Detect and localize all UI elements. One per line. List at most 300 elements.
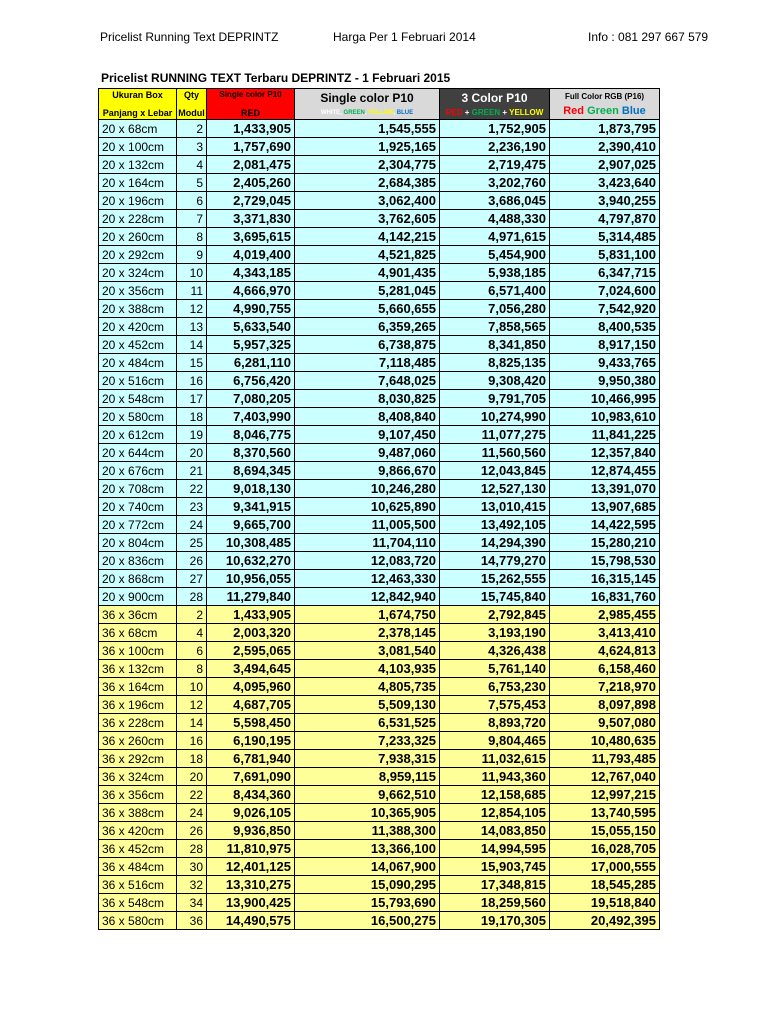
cell-single-price: 16,500,275 [295, 912, 440, 930]
cell-single-red-price: 8,046,775 [207, 426, 295, 444]
cell-single-red-price: 9,018,130 [207, 480, 295, 498]
cell-3color-price: 12,854,105 [440, 804, 550, 822]
cell-size: 20 x 740cm [99, 498, 177, 516]
cell-size: 36 x 356cm [99, 786, 177, 804]
cell-qty: 12 [177, 300, 207, 318]
col-header-size-bottom: Panjang x Lebar [102, 108, 173, 118]
table-row [99, 534, 660, 552]
cell-single-price: 9,487,060 [295, 444, 440, 462]
cell-3color-price: 5,938,185 [440, 264, 550, 282]
col-header-full-colors: Red Green Blue [563, 105, 646, 117]
cell-size: 36 x 100cm [99, 642, 177, 660]
cell-single-red-price: 9,026,105 [207, 804, 295, 822]
cell-single-red-price: 8,370,560 [207, 444, 295, 462]
cell-single-red-price: 2,003,320 [207, 624, 295, 642]
cell-3color-price: 6,753,230 [440, 678, 550, 696]
table-row [99, 174, 660, 192]
cell-qty: 27 [177, 570, 207, 588]
cell-full-price: 12,767,040 [550, 768, 660, 786]
table-row [99, 786, 660, 804]
color-green-label: GREEN [343, 110, 365, 116]
table-row [99, 570, 660, 588]
col-header-qty-top: Qty [183, 90, 199, 100]
cell-full-price: 8,097,898 [550, 696, 660, 714]
table-row [99, 840, 660, 858]
cell-qty: 10 [177, 264, 207, 282]
cell-3color-price: 14,994,595 [440, 840, 550, 858]
cell-3color-price: 3,193,190 [440, 624, 550, 642]
cell-full-price: 2,907,025 [550, 156, 660, 174]
cell-single-price: 12,842,940 [295, 588, 440, 606]
cell-3color-price: 14,083,850 [440, 822, 550, 840]
cell-full-price: 6,347,715 [550, 264, 660, 282]
cell-size: 20 x 196cm [99, 192, 177, 210]
cell-full-price: 12,357,840 [550, 444, 660, 462]
cell-3color-price: 9,308,420 [440, 372, 550, 390]
cell-qty: 14 [177, 714, 207, 732]
cell-qty: 24 [177, 516, 207, 534]
table-row [99, 732, 660, 750]
cell-full-price: 10,983,610 [550, 408, 660, 426]
cell-single-red-price: 13,310,275 [207, 876, 295, 894]
cell-single-red-price: 2,595,065 [207, 642, 295, 660]
table-row [99, 552, 660, 570]
cell-size: 36 x 580cm [99, 912, 177, 930]
cell-3color-price: 11,943,360 [440, 768, 550, 786]
cell-qty: 2 [177, 120, 207, 138]
col-header-single-red-top: Single color P10 [219, 90, 282, 99]
cell-qty: 26 [177, 552, 207, 570]
cell-single-red-price: 12,401,125 [207, 858, 295, 876]
cell-3color-price: 11,560,560 [440, 444, 550, 462]
table-row [99, 390, 660, 408]
cell-full-price: 18,545,285 [550, 876, 660, 894]
cell-full-price: 4,624,813 [550, 642, 660, 660]
cell-single-red-price: 3,494,645 [207, 660, 295, 678]
cell-3color-price: 19,170,305 [440, 912, 550, 930]
cell-single-red-price: 6,190,195 [207, 732, 295, 750]
cell-3color-price: 3,202,760 [440, 174, 550, 192]
cell-size: 36 x 420cm [99, 822, 177, 840]
color-yellow-label: YELLOW [509, 107, 544, 117]
cell-size: 36 x 36cm [99, 606, 177, 624]
cell-full-price: 15,280,210 [550, 534, 660, 552]
table-row [99, 120, 660, 138]
cell-full-price: 13,740,595 [550, 804, 660, 822]
table-row [99, 210, 660, 228]
cell-3color-price: 2,792,845 [440, 606, 550, 624]
cell-single-red-price: 4,990,755 [207, 300, 295, 318]
cell-single-price: 15,793,690 [295, 894, 440, 912]
cell-3color-price: 15,745,840 [440, 588, 550, 606]
cell-full-price: 14,422,595 [550, 516, 660, 534]
cell-3color-price: 11,032,615 [440, 750, 550, 768]
cell-full-price: 7,542,920 [550, 300, 660, 318]
price-table [98, 88, 660, 930]
cell-3color-price: 10,274,990 [440, 408, 550, 426]
cell-single-red-price: 2,729,045 [207, 192, 295, 210]
cell-single-price: 2,378,145 [295, 624, 440, 642]
cell-3color-price: 3,686,045 [440, 192, 550, 210]
cell-single-price: 5,660,655 [295, 300, 440, 318]
cell-single-price: 4,901,435 [295, 264, 440, 282]
price-table-body [99, 120, 660, 930]
cell-full-price: 10,480,635 [550, 732, 660, 750]
cell-qty: 5 [177, 174, 207, 192]
cell-single-price: 5,509,130 [295, 696, 440, 714]
cell-single-red-price: 9,341,915 [207, 498, 295, 516]
cell-single-red-price: 7,080,205 [207, 390, 295, 408]
cell-3color-price: 4,326,438 [440, 642, 550, 660]
cell-full-price: 9,507,080 [550, 714, 660, 732]
cell-3color-price: 12,527,130 [440, 480, 550, 498]
cell-single-red-price: 4,095,960 [207, 678, 295, 696]
cell-single-red-price: 13,900,425 [207, 894, 295, 912]
cell-full-price: 1,873,795 [550, 120, 660, 138]
color-red-label: RED [445, 107, 463, 117]
cell-3color-price: 15,903,745 [440, 858, 550, 876]
cell-full-price: 3,423,640 [550, 174, 660, 192]
cell-size: 36 x 132cm [99, 660, 177, 678]
cell-qty: 26 [177, 822, 207, 840]
cell-single-price: 7,648,025 [295, 372, 440, 390]
cell-qty: 21 [177, 462, 207, 480]
cell-qty: 34 [177, 894, 207, 912]
table-row [99, 228, 660, 246]
cell-single-red-price: 5,633,540 [207, 318, 295, 336]
cell-qty: 4 [177, 624, 207, 642]
cell-qty: 13 [177, 318, 207, 336]
cell-3color-price: 17,348,815 [440, 876, 550, 894]
table-row [99, 804, 660, 822]
cell-3color-price: 9,804,465 [440, 732, 550, 750]
cell-full-price: 9,433,765 [550, 354, 660, 372]
cell-size: 20 x 516cm [99, 372, 177, 390]
table-row [99, 912, 660, 930]
cell-single-red-price: 7,403,990 [207, 408, 295, 426]
cell-size: 20 x 868cm [99, 570, 177, 588]
color-green-label: GREEN [471, 107, 501, 117]
cell-size: 36 x 452cm [99, 840, 177, 858]
table-row [99, 192, 660, 210]
header-right-text: Info : 081 297 667 579 [588, 30, 709, 44]
cell-full-price: 6,158,460 [550, 660, 660, 678]
cell-single-price: 4,521,825 [295, 246, 440, 264]
cell-single-price: 2,684,385 [295, 174, 440, 192]
cell-full-price: 3,413,410 [550, 624, 660, 642]
cell-single-price: 2,304,775 [295, 156, 440, 174]
cell-single-price: 10,246,280 [295, 480, 440, 498]
cell-single-red-price: 7,691,090 [207, 768, 295, 786]
col-header-qty-bottom: Modul [178, 108, 205, 118]
cell-qty: 6 [177, 192, 207, 210]
cell-qty: 6 [177, 642, 207, 660]
cell-3color-price: 1,752,905 [440, 120, 550, 138]
cell-qty: 12 [177, 696, 207, 714]
cell-size: 20 x 388cm [99, 300, 177, 318]
cell-full-price: 11,793,485 [550, 750, 660, 768]
table-row [99, 768, 660, 786]
cell-qty: 28 [177, 840, 207, 858]
cell-single-price: 9,662,510 [295, 786, 440, 804]
cell-size: 36 x 164cm [99, 678, 177, 696]
cell-size: 36 x 484cm [99, 858, 177, 876]
cell-single-red-price: 4,666,970 [207, 282, 295, 300]
cell-qty: 8 [177, 228, 207, 246]
table-row [99, 678, 660, 696]
cell-single-price: 3,081,540 [295, 642, 440, 660]
cell-qty: 17 [177, 390, 207, 408]
table-row [99, 426, 660, 444]
col-header-size [99, 89, 177, 120]
cell-single-red-price: 6,281,110 [207, 354, 295, 372]
cell-qty: 4 [177, 156, 207, 174]
cell-single-price: 7,938,315 [295, 750, 440, 768]
cell-full-price: 15,055,150 [550, 822, 660, 840]
cell-3color-price: 9,791,705 [440, 390, 550, 408]
cell-single-red-price: 4,687,705 [207, 696, 295, 714]
cell-size: 36 x 260cm [99, 732, 177, 750]
cell-single-red-price: 9,665,700 [207, 516, 295, 534]
table-row [99, 858, 660, 876]
col-header-single-title: Single color P10 [320, 91, 414, 105]
table-row [99, 444, 660, 462]
cell-size: 20 x 100cm [99, 138, 177, 156]
cell-full-price: 12,874,455 [550, 462, 660, 480]
cell-single-price: 8,959,115 [295, 768, 440, 786]
cell-full-price: 16,831,760 [550, 588, 660, 606]
table-row [99, 588, 660, 606]
table-row [99, 750, 660, 768]
cell-full-price: 20,492,395 [550, 912, 660, 930]
cell-full-price: 16,028,705 [550, 840, 660, 858]
cell-size: 20 x 292cm [99, 246, 177, 264]
cell-qty: 3 [177, 138, 207, 156]
cell-full-price: 19,518,840 [550, 894, 660, 912]
cell-size: 20 x 452cm [99, 336, 177, 354]
cell-3color-price: 5,454,900 [440, 246, 550, 264]
color-blue-label: BLUE [396, 110, 414, 116]
cell-single-price: 3,762,605 [295, 210, 440, 228]
cell-full-price: 12,997,215 [550, 786, 660, 804]
cell-3color-price: 4,971,615 [440, 228, 550, 246]
cell-single-price: 4,142,215 [295, 228, 440, 246]
table-row [99, 876, 660, 894]
cell-single-red-price: 1,433,905 [207, 120, 295, 138]
cell-single-red-price: 2,405,260 [207, 174, 295, 192]
cell-single-red-price: 1,757,690 [207, 138, 295, 156]
cell-single-price: 9,107,450 [295, 426, 440, 444]
cell-single-price: 7,118,485 [295, 354, 440, 372]
cell-single-price: 11,704,110 [295, 534, 440, 552]
cell-single-price: 6,738,875 [295, 336, 440, 354]
cell-single-price: 4,103,935 [295, 660, 440, 678]
cell-size: 20 x 708cm [99, 480, 177, 498]
table-row [99, 138, 660, 156]
cell-size: 36 x 292cm [99, 750, 177, 768]
cell-full-price: 10,466,995 [550, 390, 660, 408]
cell-3color-price: 14,779,270 [440, 552, 550, 570]
cell-3color-price: 8,341,850 [440, 336, 550, 354]
cell-3color-price: 15,262,555 [440, 570, 550, 588]
table-row [99, 894, 660, 912]
cell-size: 20 x 804cm [99, 534, 177, 552]
table-row [99, 372, 660, 390]
color-yellow-label: YELLOW [368, 110, 394, 116]
table-row [99, 300, 660, 318]
table-row [99, 498, 660, 516]
cell-single-price: 10,365,905 [295, 804, 440, 822]
table-row [99, 714, 660, 732]
cell-single-red-price: 4,019,400 [207, 246, 295, 264]
cell-single-red-price: 10,956,055 [207, 570, 295, 588]
col-header-single-colors: WHITE, GREEN, YELLOW, BLUE [320, 110, 414, 116]
cell-size: 20 x 132cm [99, 156, 177, 174]
table-row [99, 408, 660, 426]
cell-single-price: 1,545,555 [295, 120, 440, 138]
header-left-text: Pricelist Running Text DEPRINTZ [100, 30, 279, 44]
cell-size: 36 x 548cm [99, 894, 177, 912]
cell-single-price: 1,674,750 [295, 606, 440, 624]
cell-full-price: 3,940,255 [550, 192, 660, 210]
cell-single-price: 7,233,325 [295, 732, 440, 750]
cell-single-red-price: 6,781,940 [207, 750, 295, 768]
cell-size: 20 x 228cm [99, 210, 177, 228]
col-header-size-top: Ukuran Box [112, 90, 163, 100]
cell-single-price: 5,281,045 [295, 282, 440, 300]
cell-single-price: 9,866,670 [295, 462, 440, 480]
cell-single-price: 8,030,825 [295, 390, 440, 408]
cell-3color-price: 2,719,475 [440, 156, 550, 174]
cell-3color-price: 8,893,720 [440, 714, 550, 732]
cell-single-price: 3,062,400 [295, 192, 440, 210]
cell-full-price: 5,314,485 [550, 228, 660, 246]
table-row [99, 336, 660, 354]
col-header-full [550, 89, 660, 120]
col-header-single-red-bottom: RED [240, 108, 260, 118]
cell-size: 20 x 548cm [99, 390, 177, 408]
cell-single-price: 6,359,265 [295, 318, 440, 336]
cell-size: 20 x 420cm [99, 318, 177, 336]
cell-qty: 28 [177, 588, 207, 606]
cell-single-price: 8,408,840 [295, 408, 440, 426]
cell-single-red-price: 10,632,270 [207, 552, 295, 570]
cell-qty: 25 [177, 534, 207, 552]
cell-3color-price: 13,492,105 [440, 516, 550, 534]
cell-single-price: 1,925,165 [295, 138, 440, 156]
cell-single-price: 14,067,900 [295, 858, 440, 876]
table-row [99, 246, 660, 264]
cell-3color-price: 8,825,135 [440, 354, 550, 372]
cell-size: 20 x 580cm [99, 408, 177, 426]
cell-full-price: 13,391,070 [550, 480, 660, 498]
col-header-single-red [207, 89, 295, 120]
cell-qty: 19 [177, 426, 207, 444]
cell-single-price: 12,083,720 [295, 552, 440, 570]
cell-full-price: 16,315,145 [550, 570, 660, 588]
cell-single-price: 10,625,890 [295, 498, 440, 516]
header-center-text: Harga Per 1 Februari 2014 [333, 30, 476, 44]
cell-single-price: 6,531,525 [295, 714, 440, 732]
cell-size: 20 x 900cm [99, 588, 177, 606]
cell-size: 20 x 612cm [99, 426, 177, 444]
table-row [99, 516, 660, 534]
cell-single-red-price: 9,936,850 [207, 822, 295, 840]
cell-full-price: 2,985,455 [550, 606, 660, 624]
cell-single-red-price: 2,081,475 [207, 156, 295, 174]
table-row [99, 462, 660, 480]
cell-full-price: 2,390,410 [550, 138, 660, 156]
cell-full-price: 7,218,970 [550, 678, 660, 696]
cell-qty: 8 [177, 660, 207, 678]
col-header-3color-colors: RED + GREEN + YELLOW [445, 107, 544, 117]
cell-qty: 20 [177, 768, 207, 786]
cell-full-price: 15,798,530 [550, 552, 660, 570]
cell-qty: 2 [177, 606, 207, 624]
cell-full-price: 8,917,150 [550, 336, 660, 354]
cell-single-red-price: 3,695,615 [207, 228, 295, 246]
table-row [99, 696, 660, 714]
cell-3color-price: 14,294,390 [440, 534, 550, 552]
cell-qty: 9 [177, 246, 207, 264]
table-row [99, 642, 660, 660]
cell-3color-price: 18,259,560 [440, 894, 550, 912]
table-row [99, 624, 660, 642]
cell-size: 20 x 164cm [99, 174, 177, 192]
table-row [99, 606, 660, 624]
cell-single-red-price: 10,308,485 [207, 534, 295, 552]
cell-qty: 11 [177, 282, 207, 300]
cell-size: 36 x 196cm [99, 696, 177, 714]
cell-qty: 14 [177, 336, 207, 354]
cell-full-price: 4,797,870 [550, 210, 660, 228]
col-header-3color [440, 89, 550, 120]
table-title: Pricelist RUNNING TEXT Terbaru DEPRINTZ - 1 Februari 2015 [101, 71, 451, 85]
cell-size: 20 x 676cm [99, 462, 177, 480]
cell-3color-price: 6,571,400 [440, 282, 550, 300]
color-white-label: WHITE [320, 110, 341, 116]
cell-3color-price: 7,575,453 [440, 696, 550, 714]
cell-3color-price: 7,056,280 [440, 300, 550, 318]
cell-size: 36 x 324cm [99, 768, 177, 786]
cell-single-red-price: 8,694,345 [207, 462, 295, 480]
cell-single-red-price: 8,434,360 [207, 786, 295, 804]
cell-full-price: 9,950,380 [550, 372, 660, 390]
col-header-full-title: Full Color RGB (P16) [564, 92, 645, 101]
cell-full-price: 8,400,535 [550, 318, 660, 336]
cell-single-red-price: 11,810,975 [207, 840, 295, 858]
cell-qty: 20 [177, 444, 207, 462]
table-row [99, 660, 660, 678]
cell-qty: 22 [177, 480, 207, 498]
page-header [0, 30, 768, 46]
cell-qty: 32 [177, 876, 207, 894]
cell-3color-price: 11,077,275 [440, 426, 550, 444]
cell-3color-price: 4,488,330 [440, 210, 550, 228]
table-row [99, 318, 660, 336]
cell-qty: 18 [177, 408, 207, 426]
cell-single-red-price: 5,598,450 [207, 714, 295, 732]
cell-single-red-price: 3,371,830 [207, 210, 295, 228]
cell-size: 20 x 484cm [99, 354, 177, 372]
cell-single-red-price: 5,957,325 [207, 336, 295, 354]
cell-qty: 18 [177, 750, 207, 768]
cell-size: 20 x 68cm [99, 120, 177, 138]
cell-full-price: 13,907,685 [550, 498, 660, 516]
cell-full-price: 11,841,225 [550, 426, 660, 444]
cell-qty: 7 [177, 210, 207, 228]
cell-single-price: 15,090,295 [295, 876, 440, 894]
